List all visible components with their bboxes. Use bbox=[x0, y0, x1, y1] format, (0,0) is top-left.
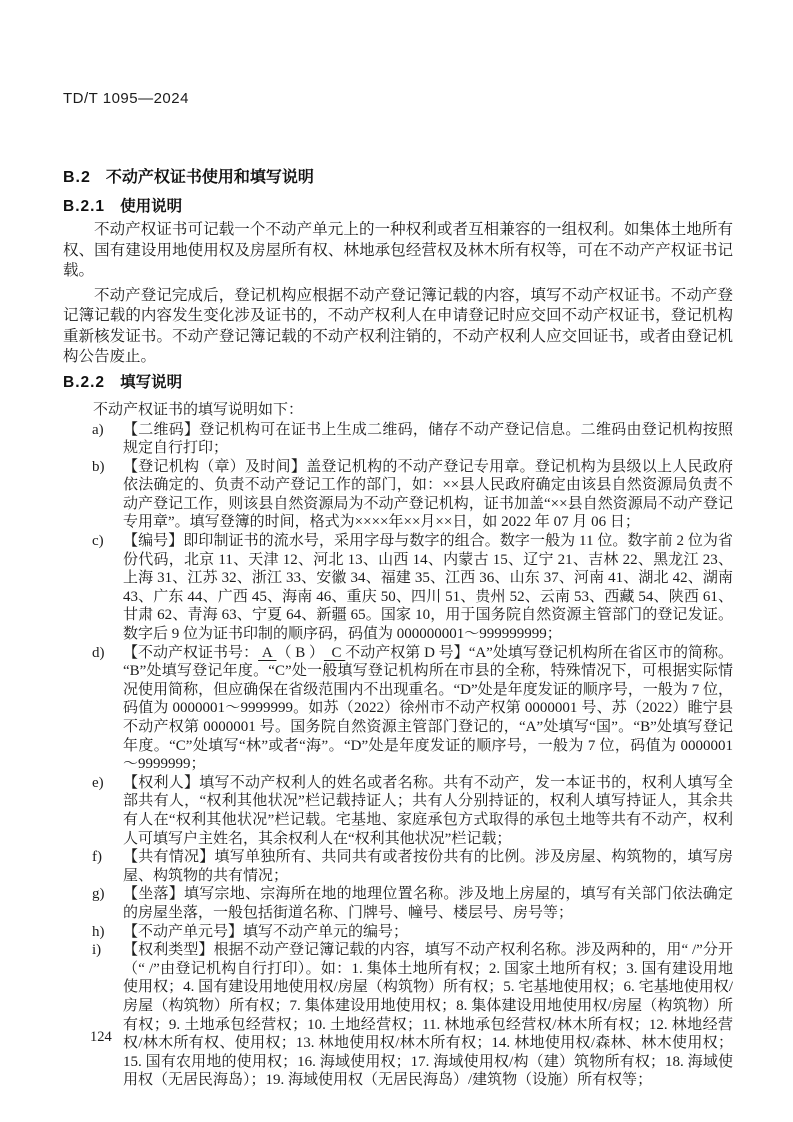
item-label: i) bbox=[92, 942, 102, 959]
section-heading-b2 bbox=[63, 169, 733, 187]
item-text: 【权利类型】根据不动产登记簿记载的内容，填写不动产权利名称。涉及两种的，用“ /”分开（“ /”由登记机构自行打印）。如：1. 集体土地所有权；2. 国家土地所有权；3. 国有建设用地使用权；4. 国有建设用地使用权/房屋（构筑物）所有权；5. 宅基地使用权；6. 宅基地使用权/房屋（构筑物）所有权；7. 集体建设用地使用权；8. 集体建设用地使用权/房屋（构筑物）所有权；9. 土地承包经营权；10. 土地经营权；11. 林地承包经营权/林木所有权；12. 林地经营权/林木所有权、使用权；13. 林地使用权/林木所有权；14. 林地使用权/森林、林木使用权；15. 国有农用地的使用权；16. 海域使用权；17. 海域使用权/构（建）筑物所有权；18. 海域使用权（无居民海岛）；19. 海域使用权（无居民海岛）/建筑物（设施）所有权等； bbox=[123, 942, 733, 1089]
subsection-number: B.2.2 bbox=[63, 373, 106, 391]
list-item-g bbox=[63, 885, 733, 922]
cert-no-blank-c: C bbox=[323, 644, 346, 661]
item-text: 【登记机构（章）及时间】盖登记机构的不动产登记专用章。登记机构为县级以上人民政府依法确定的、负责不动产登记工作的部门，如：××县人民政府确定由该县自然资源局负责不动产登记工作，则该县自然资源局为不动产登记机构，证书加盖“××县自然资源局不动产登记专用章”。填写登簿的时间，格式为××××年××月××日，如 2022 年 07 月 06 日； bbox=[123, 458, 733, 531]
item-text: 【共有情况】填写单独所有、共同共有或者按份共有的比例。涉及房屋、构筑物的，填写房屋、构筑物的共有情况； bbox=[123, 849, 733, 884]
cert-no-explanation: “A”处填写登记机构所在省区市的简称。“B”处填写登记年度。“C”处一般填写登记机构所在市县的全称，特殊情况下，可根据实际情况使用简称，但应确保在省级范围内不出现重名。“D”处是年度发证的顺序号，一般为 7 位，码值为 0000001～9999999。如苏（2022）徐州市不动产权第 0000001 号、苏（2022）睢宁县不动产权第 0000001 号。国务院自然资源主管部门登记的，“A”处填写“国”。“B”处填写登记年度。“C”处填写“林”或者“海”。“D”处是年度发证的顺序号，一般为 7 位，码值为 0000001～9999999； bbox=[123, 644, 733, 773]
item-text: 【二维码】登记机构可在证书上生成二维码，储存不动产登记信息。二维码由登记机构按照规定自行打印； bbox=[123, 421, 733, 457]
usage-paragraph-2: 不动产登记完成后，登记机构应根据不动产登记簿记载的内容，填写不动产权证书。不动产登记簿记载的内容发生变化涉及证书的，不动产权利人在申请登记时应交回不动产权证书，登记机构重新核发证书。不动产登记簿记载的不动产权利注销的，不动产权利人应交回证书，或者由登记机构公告废止。 bbox=[63, 286, 733, 365]
list-item-f bbox=[63, 848, 733, 885]
subsection-number: B.2.1 bbox=[63, 198, 106, 215]
section-number: B.2 bbox=[63, 169, 91, 186]
item-text bbox=[123, 645, 733, 773]
list-item-d bbox=[63, 644, 733, 774]
standard-number-header: TD/T 1095—2024 bbox=[63, 90, 189, 107]
item-label: a) bbox=[92, 421, 104, 438]
fill-instructions-intro: 不动产权证书的填写说明如下： bbox=[93, 401, 304, 418]
cert-no-suffix: 不动产权第 D 号】 bbox=[345, 644, 469, 661]
subsection-title: 使用说明 bbox=[120, 198, 183, 215]
cert-no-mid: （ B ） bbox=[276, 644, 324, 661]
cert-no-prefix: 【不动产权证书号： bbox=[123, 644, 259, 661]
section-title: 不动产权证书使用和填写说明 bbox=[105, 169, 314, 186]
item-label: g) bbox=[92, 886, 105, 903]
list-item-c bbox=[63, 532, 733, 644]
item-label: c) bbox=[92, 533, 104, 550]
list-item-e bbox=[63, 774, 733, 848]
list-item-b bbox=[63, 458, 733, 532]
subsection-heading-b21 bbox=[63, 198, 733, 216]
usage-paragraph-1: 不动产权证书可记载一个不动产单元上的一种权利或者互相兼容的一组权利。如集体土地所有权、国有建设用地使用权及房屋所有权、林地承包经营权及林木所有权等，可在不动产产权证书记载。 bbox=[63, 221, 733, 279]
cert-no-blank-a: A bbox=[258, 644, 277, 661]
subsection-title: 填写说明 bbox=[120, 373, 183, 391]
item-label: d) bbox=[92, 644, 105, 661]
subsection-heading-b22 bbox=[63, 374, 733, 392]
item-label: e) bbox=[92, 774, 104, 791]
item-text: 【不动产单元号】填写不动产单元的编号； bbox=[123, 923, 409, 940]
page-number: 124 bbox=[90, 1029, 112, 1045]
list-item-h bbox=[63, 923, 733, 942]
item-text: 【权利人】填写不动产权利人的姓名或者名称。共有不动产，发一本证书的，权利人填写全部共有人，“权利其他状况”栏记载持证人；共有人分别持证的，权利人填写持证人，其余共有人在“权利其他状况”栏记载。宅基地、家庭承包方式取得的承包土地等共有不动产，权利人可填写户主姓名，其余权利人在“权利其他状况”栏记载； bbox=[123, 774, 733, 847]
list-item-a bbox=[63, 421, 733, 458]
fill-instructions-list bbox=[63, 421, 733, 1090]
item-label: b) bbox=[92, 458, 105, 475]
item-text: 【坐落】填写宗地、宗海所在地的地理位置名称。涉及地上房屋的，填写有关部门依法确定的房屋坐落，一般包括街道名称、门牌号、幢号、楼层号、房号等； bbox=[123, 886, 733, 921]
item-label: h) bbox=[92, 923, 105, 940]
list-item-i bbox=[63, 941, 733, 1090]
item-label: f) bbox=[92, 849, 102, 866]
item-text: 【编号】即印制证书的流水号，采用字母与数字的组合。数字一般为 11 位。数字前 2 位为省份代码，北京 11、天津 12、河北 13、山西 14、内蒙古 15、辽宁 21、吉林 22、黑龙江 23、上海 31、江苏 32、浙江 33、安徽 34、福建 35、江西 36、山东 37、河南 41、湖北 42、湖南 43、广东 44、广西 45、海南 46、重庆 50、四川 51、贵州 52、云南 53、西藏 54、陕西 61、甘肃 62、青海 63、宁夏 64、新疆 65。国家 10，用于国务院自然资源主管部门的登记发证。数字后 9 位为证书印制的顺序码，码值为 000000001～999999999； bbox=[123, 533, 733, 643]
